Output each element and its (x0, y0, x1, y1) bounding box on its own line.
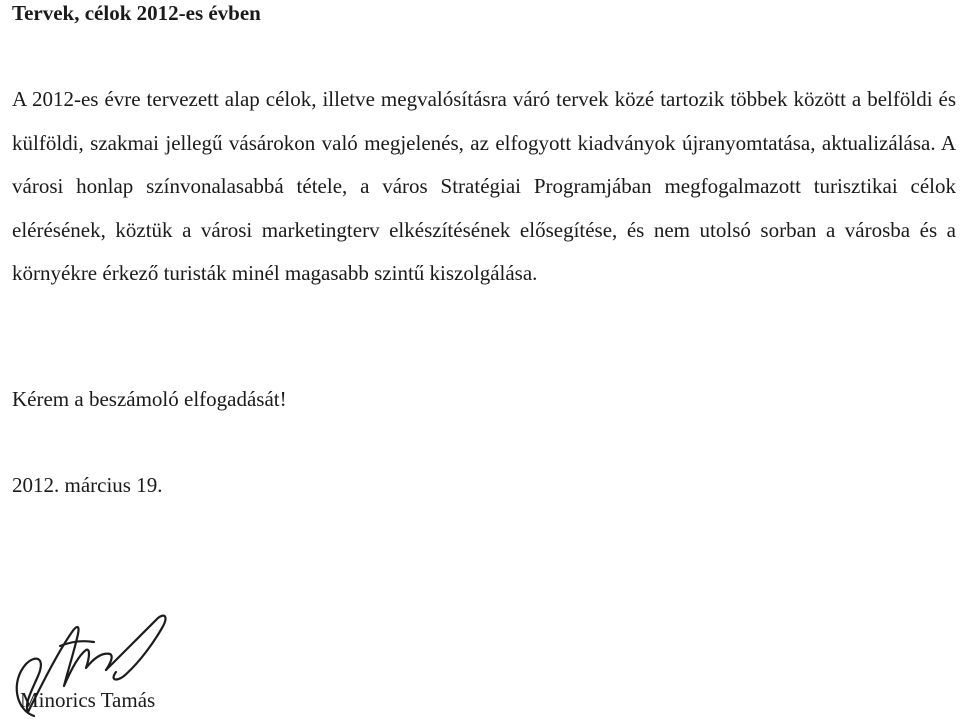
signature-stroke-flourish (106, 616, 165, 680)
document-body-paragraph: A 2012-es évre tervezett alap célok, illetve megvalósításra váró tervek közé tartozik többek között a belföldi és külföldi, szakmai jellegű vásárokon való megjelenés, az elfogyott kiadványok újranyomtatása, aktualizálása. A városi honlap színvonalasabbá tétele, a város Stratégiai Programjában megfogalmazott turisztikai célok elérésének, köztük a városi marketingterv elkészítésének elősegítése, és nem utolsó sorban a városba és a környékre érkező turisták minél magasabb szintű kiszolgálása. (12, 87, 956, 285)
document-title: Tervek, célok 2012-es évben (12, 1, 261, 25)
document-date: 2012. március 19. (12, 473, 163, 497)
approval-request: Kérem a beszámoló elfogadását! (12, 387, 287, 411)
signer-name: Minorics Tamás (20, 688, 156, 712)
